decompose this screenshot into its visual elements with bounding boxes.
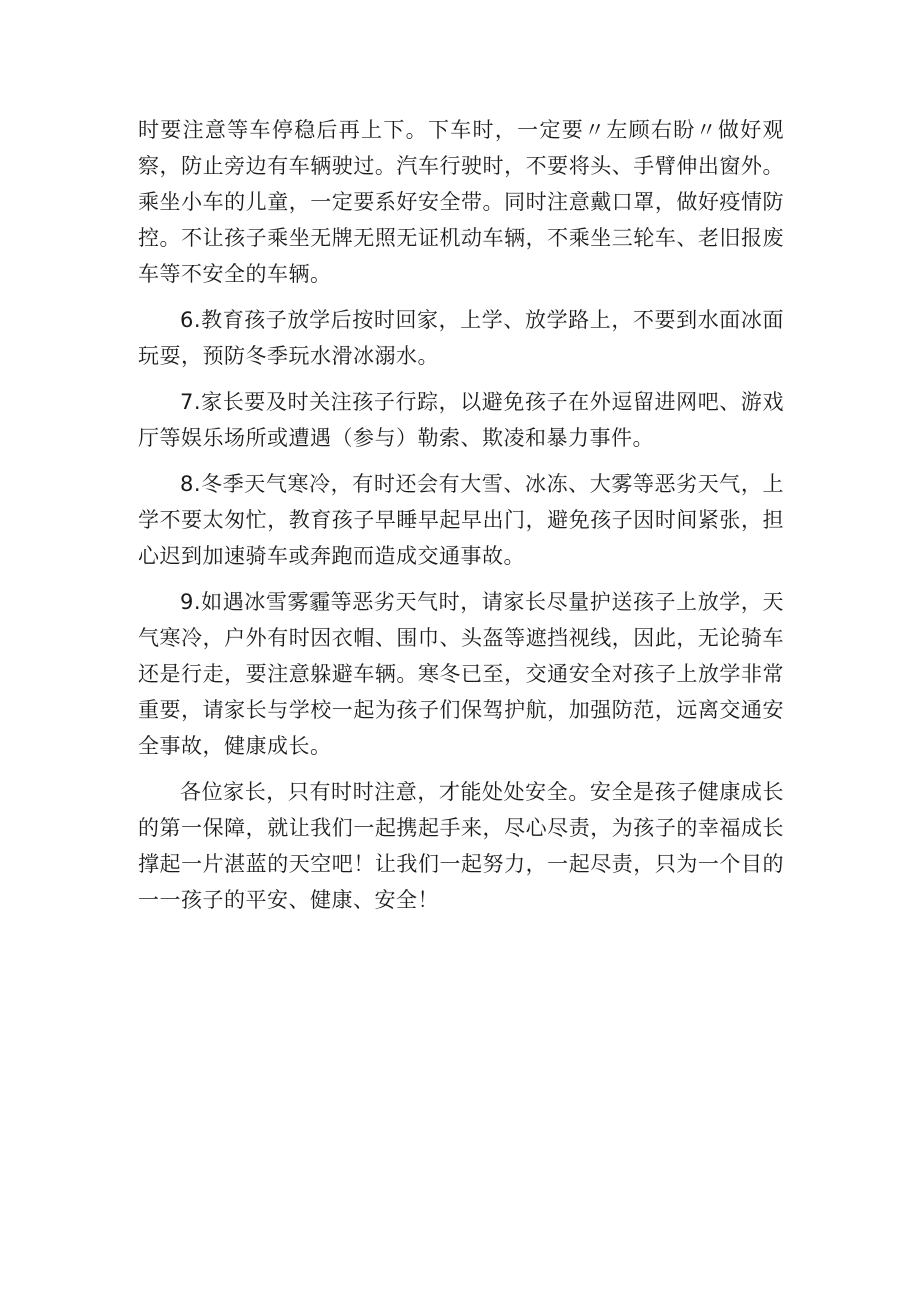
paragraph-closing: 各位家长，只有时时注意，才能处处安全。安全是孩子健康成长的第一保障，就让我们一起携起手来，尽心尽责，为孩子的幸福成长撑起一片湛蓝的天空吧！让我们一起努力，一起尽责，只为一个目的一一孩子的平安、健康、安全！: [138, 780, 784, 912]
paragraph-item-7: 7.家长要及时关注孩子行踪，以避免孩子在外逗留进网吧、游戏厅等娱乐场所或遭遇（参与）勒索、欺凌和暴力事件。: [138, 390, 784, 450]
document-body: [138, 112, 784, 928]
paragraph-item-9: 9.如遇冰雪雾霾等恶劣天气时，请家长尽量护送孩子上放学，天气寒冷，户外有时因衣帽、围巾、头盔等遮挡视线，因此，无论骑车还是行走，要注意躲避车辆。寒冬已至，交通安全对孩子上放学非常重要，请家长与学校一起为孩子们保驾护航，加强防范，远离交通安全事故，健康成长。: [138, 590, 784, 758]
paragraph-item-6: 6.教育孩子放学后按时回家，上学、放学路上，不要到水面冰面玩耍，预防冬季玩水滑冰溺水。: [138, 308, 784, 368]
paragraph-continued: 时要注意等车停稳后再上下。下车时，一定要〃左顾右盼〃做好观察，防止旁边有车辆驶过。汽车行驶时，不要将头、手臂伸出窗外。乘坐小车的儿童，一定要系好安全带。同时注意戴口罩，做好疫情防控。不让孩子乘坐无牌无照无证机动车辆，不乘坐三轮车、老旧报废车等不安全的车辆。: [138, 118, 784, 286]
paragraph-item-8: 8.冬季天气寒冷，有时还会有大雪、冰冻、大雾等恶劣天气，上学不要太匆忙，教育孩子早睡早起早出门，避免孩子因时间紧张，担心迟到加速骑车或奔跑而造成交通事故。: [138, 472, 784, 568]
